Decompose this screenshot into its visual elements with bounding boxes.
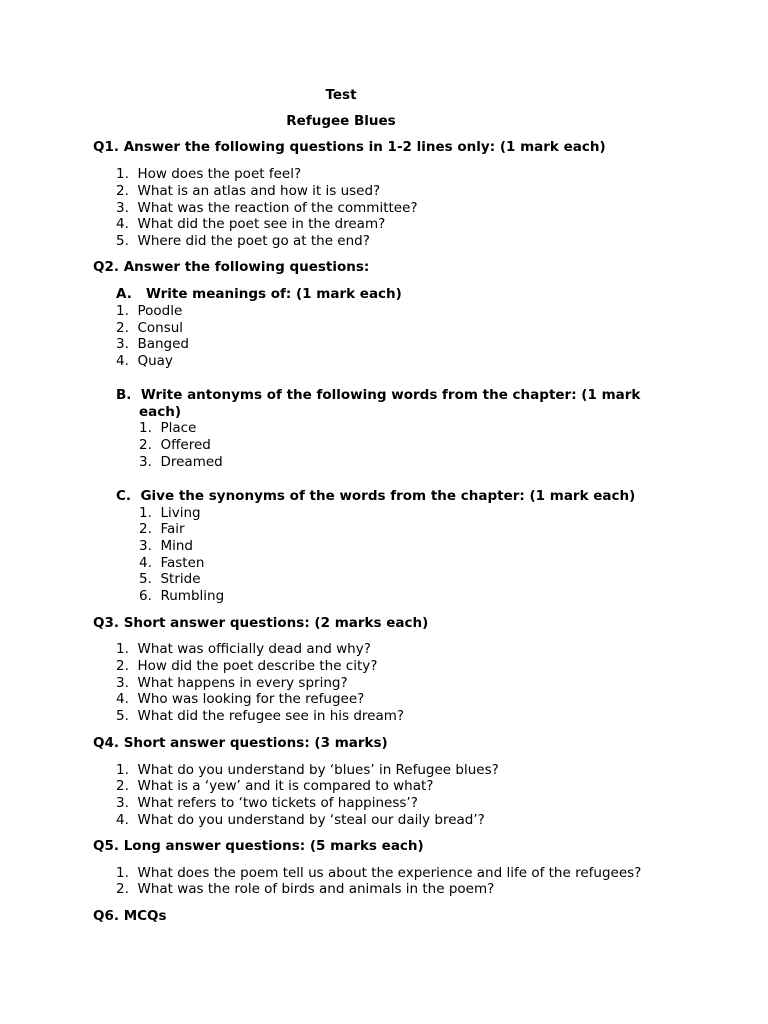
q2a-heading: A. Write meanings of: (1 mark each) — [116, 286, 402, 302]
q2b-heading: B. Write antonyms of the following words from the chapter: (1 mark — [116, 387, 641, 403]
list-item: 1. What does the poem tell us about the experience and life of the refugees? — [116, 865, 642, 881]
q5-heading: Q5. Long answer questions: (5 marks each) — [93, 838, 424, 854]
list-item: 3. What refers to ‘two tickets of happiness’? — [116, 795, 418, 811]
q3-heading: Q3. Short answer questions: (2 marks each) — [93, 615, 429, 631]
q4-heading: Q4. Short answer questions: (3 marks) — [93, 735, 388, 751]
list-item: 4. Fasten — [139, 555, 205, 571]
list-item: 5. Stride — [139, 571, 201, 587]
list-item: 2. What was the role of birds and animals in the poem? — [116, 881, 495, 897]
list-item: 6. Rumbling — [139, 588, 225, 604]
list-item: 2. How did the poet describe the city? — [116, 658, 378, 674]
list-item: 1. Living — [139, 505, 201, 521]
list-item: 4. What did the poet see in the dream? — [116, 216, 386, 232]
list-item: 1. What do you understand by ‘blues’ in Refugee blues? — [116, 762, 499, 778]
list-item: 2. What is a ‘yew’ and it is compared to what? — [116, 778, 434, 794]
q2c-heading: C. Give the synonyms of the words from the chapter: (1 mark each) — [116, 488, 636, 504]
list-item: 4. Who was looking for the refugee? — [116, 691, 365, 707]
list-item: 3. Banged — [116, 336, 190, 352]
q2-heading: Q2. Answer the following questions: — [93, 259, 370, 275]
list-item: 1. How does the poet feel? — [116, 166, 302, 182]
list-item: 2. Fair — [139, 521, 185, 537]
q6-heading: Q6. MCQs — [93, 908, 167, 924]
list-item: 1. Poodle — [116, 303, 183, 319]
list-item: 2. What is an atlas and how it is used? — [116, 183, 381, 199]
q2b-heading-cont: each) — [139, 404, 182, 420]
doc-subtitle: Refugee Blues — [286, 113, 396, 129]
list-item: 3. What happens in every spring? — [116, 675, 348, 691]
list-item: 3. Dreamed — [139, 454, 223, 470]
list-item: 4. Quay — [116, 353, 173, 369]
doc-title: Test — [325, 87, 357, 103]
list-item: 5. What did the refugee see in his dream? — [116, 708, 405, 724]
list-item: 5. Where did the poet go at the end? — [116, 233, 370, 249]
list-item: 4. What do you understand by ‘steal our daily bread’? — [116, 812, 485, 828]
list-item: 2. Offered — [139, 437, 211, 453]
list-item: 1. What was officially dead and why? — [116, 641, 371, 657]
list-item: 3. What was the reaction of the committee? — [116, 200, 418, 216]
list-item: 2. Consul — [116, 320, 184, 336]
list-item: 1. Place — [139, 420, 197, 436]
q1-heading: Q1. Answer the following questions in 1-2 lines only: (1 mark each) — [93, 139, 606, 155]
list-item: 3. Mind — [139, 538, 193, 554]
